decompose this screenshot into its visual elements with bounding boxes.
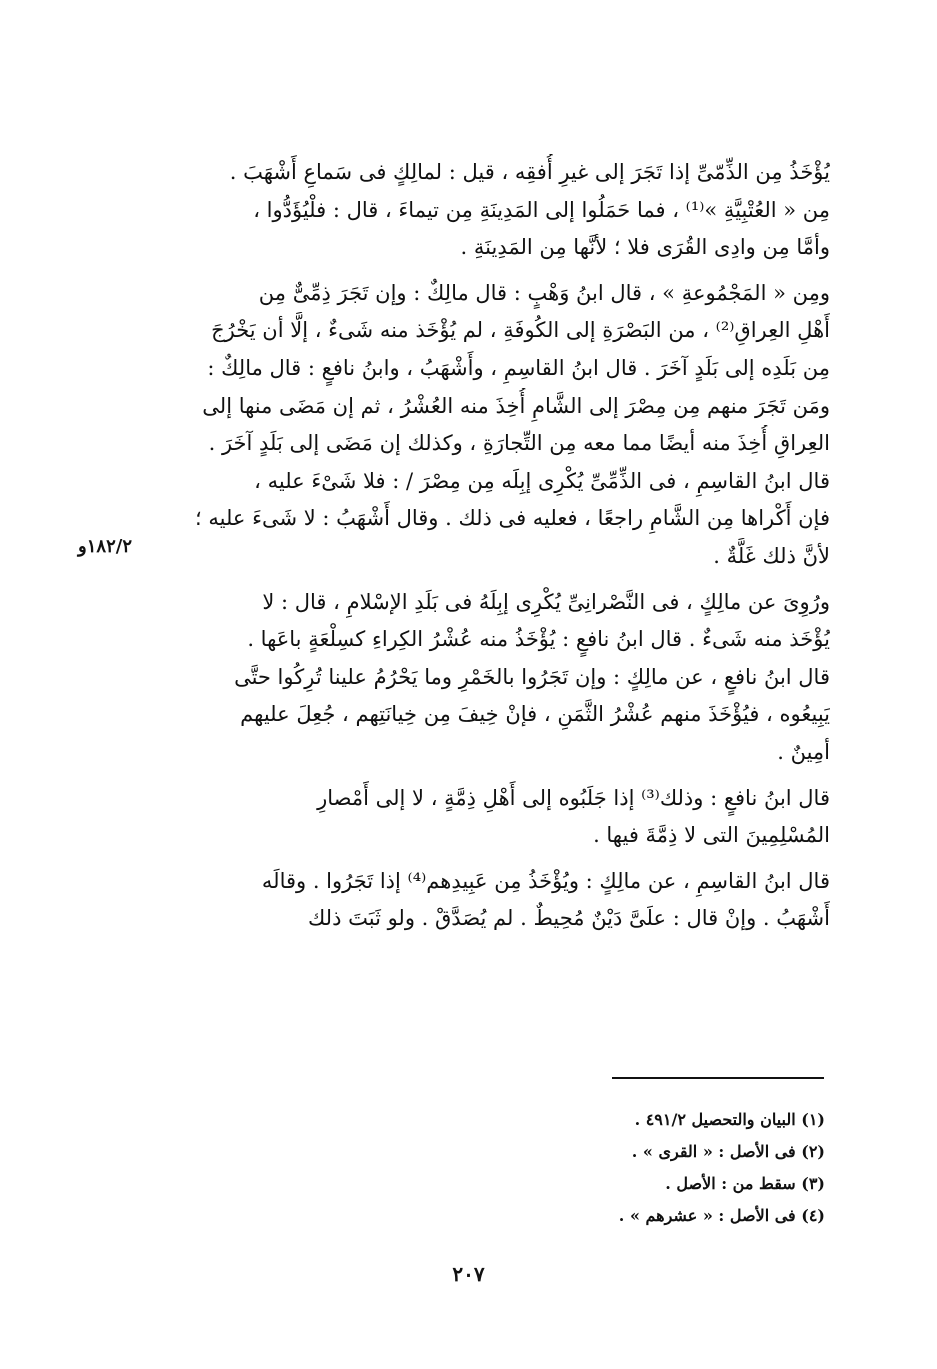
footnote-item: (٢) فى الأصل : « القرى » . [631, 1142, 825, 1161]
manuscript-folio-marker: ١٨٢/٢و [78, 536, 132, 557]
text-line: يُؤْخَذ منه شَىءٌ . قال ابنُ نافعٍ : يُؤْخَذُ منه عُشْرُ الكِراءِ كسِلْعَةٍ باعَها . [247, 627, 830, 652]
text-line: قال ابنُ نافعٍ : وذلك⁽³⁾ إذا جَلَبُوه إلى أَهْلِ ذِمَّةٍ ، لا إلى أَمْصارِ [317, 785, 830, 810]
text-line: مِن « العُتْبِيَّةِ »⁽¹⁾ ، فما حَمَلُوا إلى المَدِينَةِ مِن تيماءَ ، قال : فلْيُؤَدُّوا ، [253, 197, 830, 222]
text-line: أَهْلِ العِراقِ⁽²⁾ ، من البَصْرَةِ إلى الكُوفَةِ ، لم يُؤْخَذ منه شَىءٌ ، إلَّا أن يَخْرُجَ [211, 318, 830, 343]
footnote-separator [612, 1077, 824, 1079]
text-line: أَشْهَبُ . وإنْ قال : علَىَّ دَيْنٌ مُحِيطٌ . لم يُصَدَّقْ . ولو ثَبَتَ ذلك [307, 906, 830, 931]
footnote-item: (٣) سقط من : الأصل . [665, 1174, 825, 1193]
text-line: ومَن تَجَرَ منهم مِن مِصْرَ إلى الشَّامِ أُخِذَ منه العُشْرُ ، ثم إن مَضَى منها إلى [202, 393, 830, 418]
main-text [140, 154, 830, 938]
text-line: العِراقِ أُخِذَ منه أيضًا مما معه مِن التِّجارَةِ ، وكذلك إن مَضَى إلى بَلَدٍ آخَرَ . [208, 431, 830, 456]
text-line: قال ابنُ القاسِمِ ، عن مالِكٍ : ويُؤْخَذُ مِن عَبِيدِهم⁽⁴⁾ إذا تَجَرُوا . وقالَه [261, 868, 830, 893]
text-line: قال ابنُ نافعٍ ، عن مالِكٍ : وإن تَجَرُوا بالخَمْرِ وما يَحْرُمُ علينا تُرِكُوا حتَّى [234, 664, 830, 689]
text-line: يُؤْخَذُ مِن الذِّمّىِّ إذا تَجَرَ إلى غيرِ أُفقِه ، قيل : لمالِكٍ فى سَماعِ أَشْهَبَ . [229, 160, 830, 184]
footnote-item: (١) البيان والتحصيل ٤٩١/٢ . [634, 1110, 825, 1129]
text-line: يَبِيعُوه ، فيُؤْخَذَ منهم عُشْرُ الثَّمَنِ ، فإنْ خِيفَ مِن خِيانَتِهم ، جُعِلَ عليهم [240, 702, 830, 727]
page-number: ٢٠٧ [452, 1262, 485, 1286]
text-line: وأمَّا مِن وادِى القُرَى فلا ؛ لأنَّها مِن المَدِينَةِ . [460, 235, 830, 260]
text-line: أمِينٌ . [777, 739, 830, 764]
text-line: ومِن « المَجْمُوعةِ » ، قال ابنُ وَهْبٍ : قال مالِكٌ : وإن تَجَرَ ذِمِّىٌّ مِن [258, 280, 830, 305]
text-line: لأنَّ ذلك غَلَّةٌ . [713, 543, 830, 568]
footnote-item: (٤) فى الأصل : « عشرهم » . [618, 1206, 825, 1225]
text-line: قال ابنُ القاسِمِ ، فى الذِّمِّىِّ يُكْرِى إبِلَه مِن مِصْرَ / : فلا شَىْءَ عليه ، [254, 468, 830, 493]
text-line: ورُوِىَ عن مالِكٍ ، فى النَّصْرانِىِّ يُكْرِى إبِلَهُ فى بَلَدِ الإسْلامِ ، قال : لا [262, 589, 830, 614]
text-line: مِن بَلَدِه إلى بَلَدٍ آخَرَ . قال ابنُ القاسِمِ ، وأَشْهَبُ ، وابنُ نافعٍ : قال مالِكٌ : [207, 355, 830, 380]
text-line: المُسْلِمِينَ التى لا ذِمَّةَ فيها . [593, 823, 830, 848]
footnotes [305, 1104, 825, 1232]
text-line: فإن أَكْراها مِن الشَّامِ راجعًا ، فعليه فى ذلك . وقال أَشْهَبُ : لا شَىءَ عليه ؛ [195, 506, 830, 531]
